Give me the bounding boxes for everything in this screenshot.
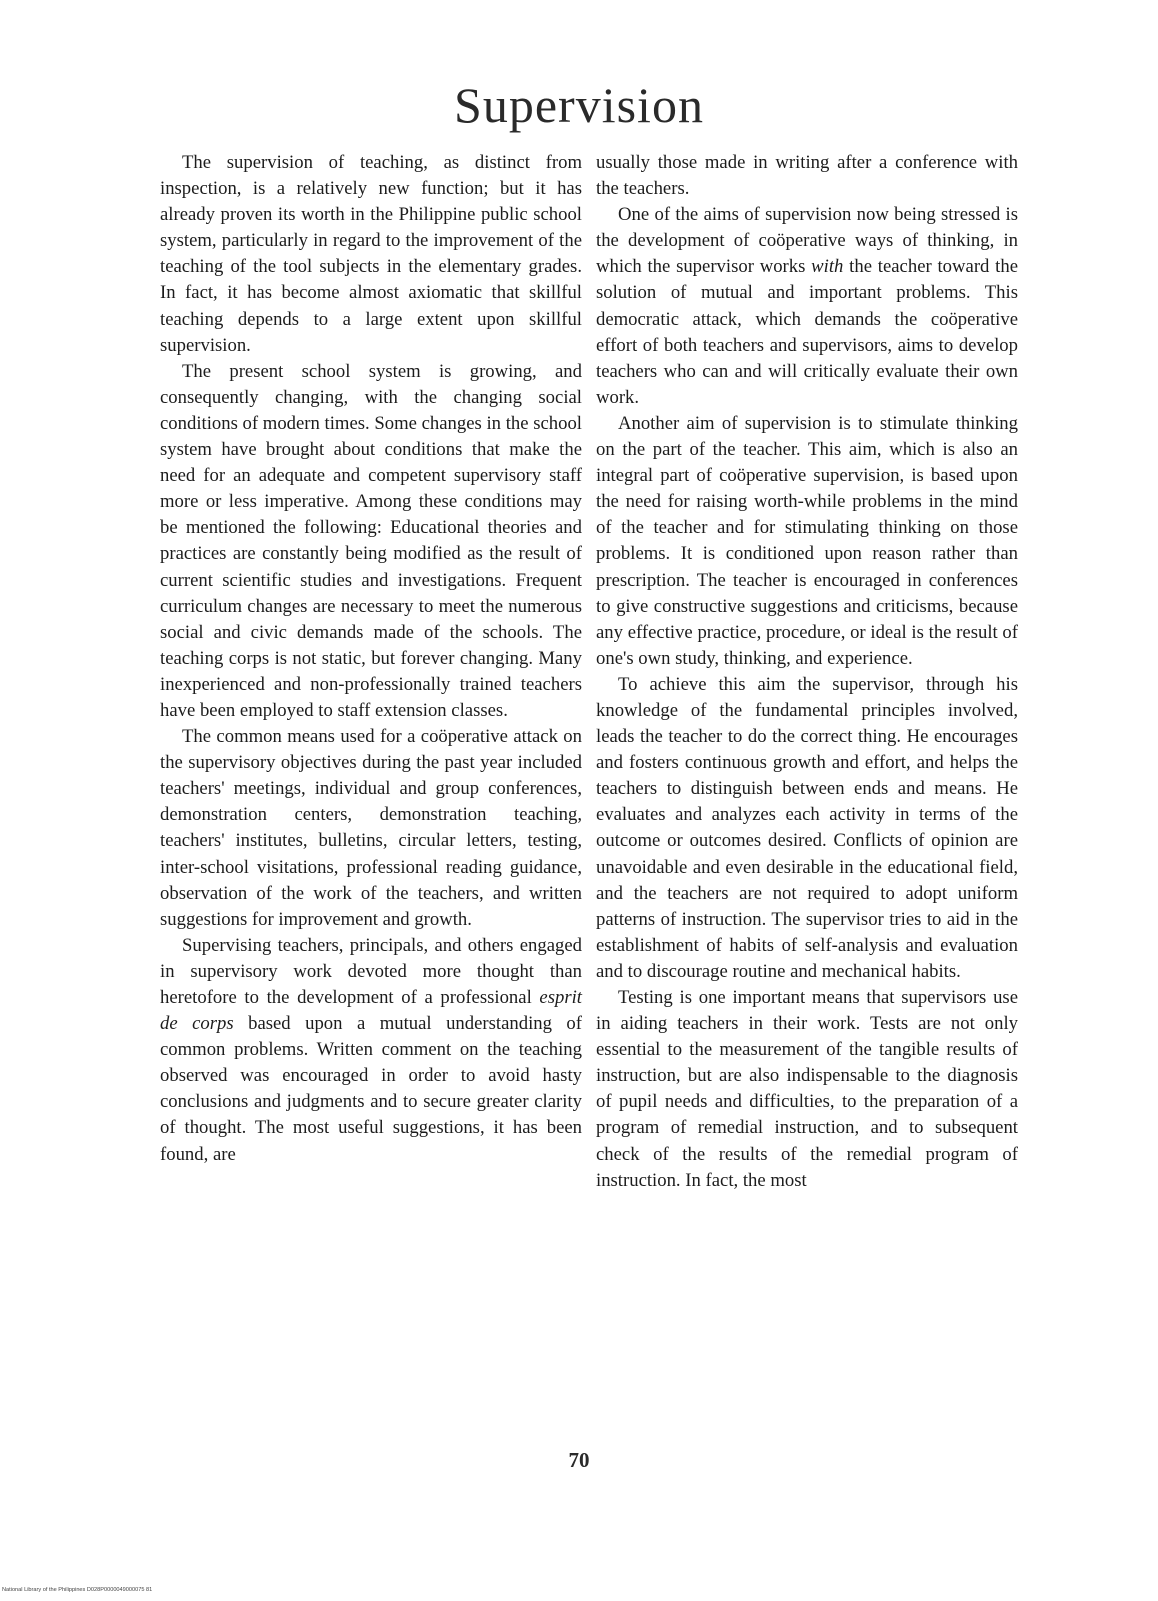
paragraph-text: based upon a mutual understanding of common problems. Written comment on the teaching observed was encouraged in order to avoid hasty conclusions and judgments and to secure greater clarity of thought. The most useful suggestions, it has been found, are xyxy=(160,1013,583,1165)
page-title: Supervision xyxy=(454,77,704,133)
paragraph-text: One of the aims of supervision now being stressed is the development of coöperative ways of thinking, in which the supervisor works xyxy=(596,204,1018,278)
italic-phrase: esprit de corps xyxy=(160,987,582,1035)
left-column xyxy=(160,150,582,1168)
paragraph: The common means used for a coöperative attack on the supervisory objectives during the past year included teachers' meetings, individual and group conferences, demonstration centers, demonstration teaching, teachers' institutes, bulletins, circular letters, testing, inter-school visitations, professional reading guidance, observation of the work of the teachers, and written suggestions for improvement and growth. xyxy=(160,726,582,930)
paragraph-text: Supervising teachers, principals, and others engaged in supervisory work devoted more thought than heretofore to the development of a professional xyxy=(160,934,582,1008)
paragraph-continued: usually those made in writing after a conference with the teachers. xyxy=(596,152,1018,200)
paragraph: Another aim of supervision is to stimulate thinking on the part of the teacher. This aim, which is also an integral part of coöperative supervision, is based upon the need for raising worth-while problems in the mind of the teacher and for stimulating thinking on those problems. It is conditioned upon reason rather than prescription. The teacher is encouraged in conferences to give constructive suggestions and criticisms, because any effective practice, procedure, or ideal is the result of one's own study, thinking, and experience. xyxy=(596,412,1018,669)
paragraph: The present school system is growing, and consequently changing, with the changing social conditions of modern times. Some changes in the school system have brought about conditions that make the need for an adequate and competent supervisory staff more or less imperative. Among these conditions may be mentioned the following: Educational theories and practices are constantly being modified as the result of current scientific studies and investigations. Frequent curriculum changes are necessary to meet the numerous social and civic demands made of the schools. The teaching corps is not static, but forever changing. Many inexperienced and non-professionally trained teachers have been employed to staff extension classes. xyxy=(160,360,582,721)
paragraph: Testing is one important means that supervisors use in aiding teachers in their work. Tests are not only essential to the measurement of the tangible results of instruction, but are also indispensable to the diagnosis of pupil needs and difficulties, to the preparation of a program of remedial instruction, and to subsequent check of the results of the remedial program of instruction. In fact, the most xyxy=(596,987,1018,1191)
paragraph: The supervision of teaching, as distinct from inspection, is a relatively new function; but it has already proven its worth in the Philippine public school system, particularly in regard to the improvement of the teaching of the tool subjects in the elementary grades. In fact, it has become almost axiomatic that skillful teaching depends to a large extent upon skillful supervision. xyxy=(160,152,582,356)
paragraph-text: the teacher toward the solution of mutual and important problems. This democratic attack, which demands the coöperative effort of both teachers and supervisors, aims to develop teachers who can and will critically evaluate their own work. xyxy=(596,256,1018,408)
italic-word: with xyxy=(811,256,844,278)
paragraph xyxy=(596,202,1018,411)
paragraph: To achieve this aim the supervisor, through his knowledge of the fundamental principles involved, leads the teacher to do the correct thing. He encourages and fosters continuous growth and effort, and helps the teachers to distinguish between ends and means. He evaluates and analyzes each activity in terms of the outcome or outcomes desired. Conflicts of opinion are unavoidable and even desirable in the educational field, and the teachers are not required to adopt uniform patterns of instruction. The supervisor tries to aid in the establishment of habits of self-analysis and evaluation and to discourage routine and mechanical habits. xyxy=(596,673,1018,982)
right-column xyxy=(596,150,1018,1194)
page-number: 70 xyxy=(568,1448,590,1472)
scan-footer-note: National Library of the Philippines D028P0000049000075 81 xyxy=(2,1587,153,1593)
paragraph xyxy=(160,933,582,1168)
